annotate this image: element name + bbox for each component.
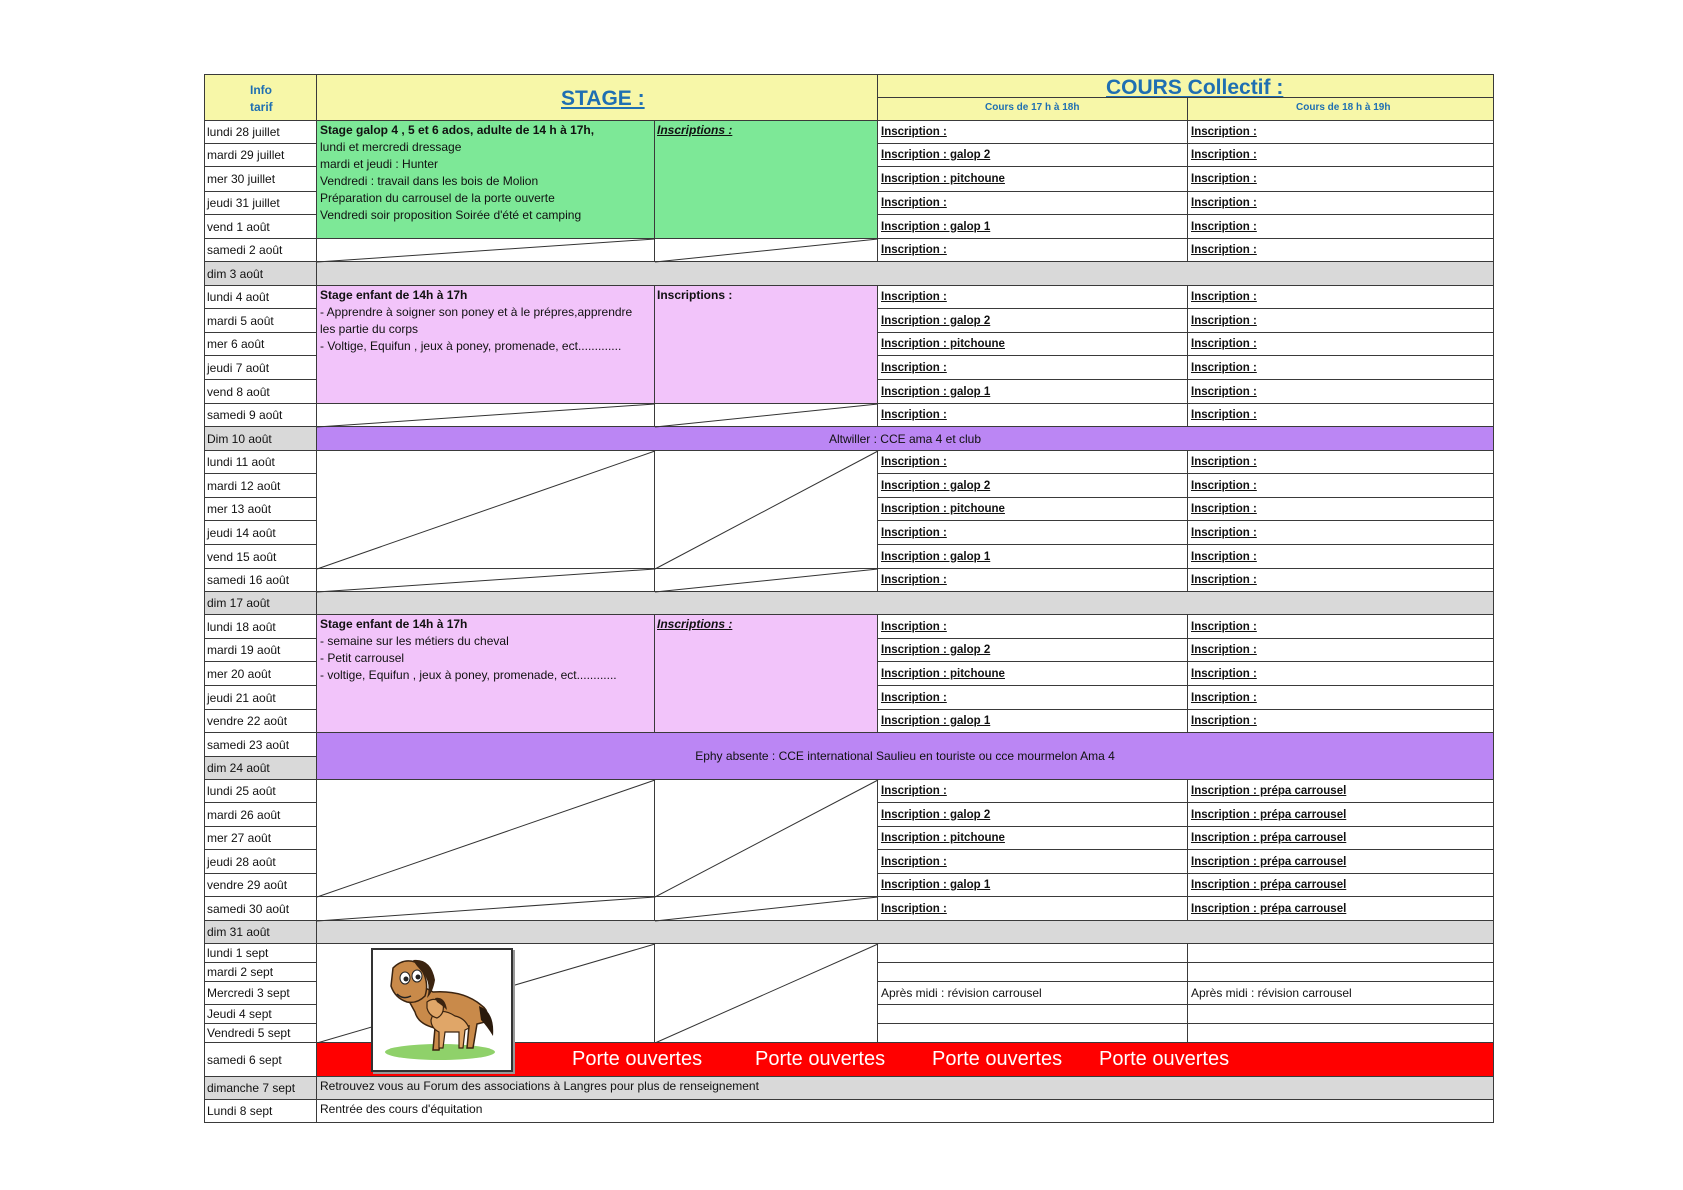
inscription-cell-18h[interactable]: Inscription : prépa carrousel [1188, 897, 1494, 921]
inscription-cell-17h[interactable]: Inscription : galop 1 [878, 215, 1188, 239]
day-label: samedi 6 sept [204, 1043, 317, 1077]
revision-text-col2: Après midi : révision carrousel [1191, 986, 1352, 1000]
day-label: Lundi 8 sept [204, 1100, 317, 1123]
event-ephy-text: Ephy absente : CCE international Saulieu en touriste ou cce mourmelon Ama 4 [695, 749, 1115, 763]
inscription-cell-18h[interactable]: Inscription : [1188, 521, 1494, 545]
revision-text-col1: Après midi : révision carrousel [881, 986, 1042, 1000]
inscription-cell-17h[interactable]: Inscription : [878, 615, 1188, 639]
day-label: jeudi 31 juillet [204, 192, 317, 215]
porte-ouvertes-text: Porte ouvertes [572, 1048, 703, 1070]
stage1-line: Vendredi soir proposition Soirée d'été et camping [320, 208, 582, 222]
stage-title: STAGE : [561, 87, 645, 110]
sept-col1-row [878, 1005, 1188, 1024]
day-label: vend 8 août [204, 380, 317, 404]
day-label: mardi 19 août [204, 639, 317, 662]
day-label: lundi 11 août [204, 451, 317, 474]
day-label: vend 1 août [204, 215, 317, 239]
stage2-line: les partie du corps [320, 322, 419, 336]
sept-col1-row [878, 963, 1188, 982]
day-label: dimanche 7 sept [204, 1077, 317, 1100]
stage1-line: mardi et jeudi : Hunter [320, 157, 439, 171]
day-label: lundi 25 août [204, 780, 317, 803]
day-label: jeudi 21 août [204, 686, 317, 710]
info-tarif-line2: tarif [250, 100, 273, 114]
stage1-line: lundi et mercredi dressage [320, 140, 462, 154]
inscription-cell-18h[interactable]: Inscription : [1188, 215, 1494, 239]
stage1-inscriptions[interactable]: Inscriptions : [657, 123, 733, 137]
day-label: samedi 9 août [204, 404, 317, 427]
porte-ouvertes-text: Porte ouvertes [932, 1048, 1063, 1070]
inscription-cell-17h[interactable]: Inscription : galop 2 [878, 474, 1188, 498]
sept-col1-row [878, 944, 1188, 963]
porte-ouvertes-text: Porte ouvertes [1099, 1048, 1230, 1070]
stage3-title: Stage enfant de 14h à 17h [320, 617, 468, 631]
day-label: Vendredi 5 sept [204, 1024, 317, 1043]
inscription-cell-18h[interactable]: Inscription : [1188, 545, 1494, 569]
inscription-cell-17h[interactable]: Inscription : [878, 569, 1188, 592]
day-label: dim 31 août [204, 921, 317, 944]
day-label: lundi 28 juillet [204, 121, 317, 144]
inscription-cell-18h[interactable]: Inscription : [1188, 380, 1494, 404]
inscription-cell-18h[interactable]: Inscription : [1188, 333, 1494, 356]
day-label: mardi 29 juillet [204, 144, 317, 167]
inscription-cell-17h[interactable]: Inscription : [878, 356, 1188, 380]
stage3-line: - voltige, Equifun , jeux à poney, promenade, ect............ [320, 668, 617, 682]
sheet-left-border [204, 74, 205, 1123]
inscription-cell-17h[interactable]: Inscription : [878, 121, 1188, 144]
stage3-line: - semaine sur les métiers du cheval [320, 634, 509, 648]
stage2-title: Stage enfant de 14h à 17h [320, 288, 468, 302]
inscription-cell-18h[interactable]: Inscription : prépa carrousel [1188, 803, 1494, 827]
calendar-sheet [204, 74, 1494, 1124]
inscription-cell-17h[interactable]: Inscription : [878, 286, 1188, 309]
inscription-cell-18h[interactable]: Inscription : [1188, 474, 1494, 498]
sept-col2-row [1188, 944, 1494, 963]
day-label: mardi 2 sept [204, 963, 317, 982]
cours-title: COURS Collectif : [1106, 76, 1284, 98]
stage2-line: - Voltige, Equifun , jeux à poney, promenade, ect............. [320, 339, 622, 353]
inscription-cell-17h[interactable]: Inscription : galop 1 [878, 380, 1188, 404]
inscription-cell-17h[interactable]: Inscription : [878, 451, 1188, 474]
day-label: jeudi 14 août [204, 521, 317, 545]
day-label: mer 13 août [204, 498, 317, 521]
rentree-text: Rentrée des cours d'équitation [320, 1102, 483, 1116]
inscription-cell-17h[interactable]: Inscription : [878, 850, 1188, 874]
inscription-cell-18h[interactable]: Inscription : [1188, 686, 1494, 710]
inscription-cell-18h[interactable]: Inscription : [1188, 615, 1494, 639]
inscription-cell-17h[interactable]: Inscription : galop 2 [878, 144, 1188, 167]
inscription-cell-17h[interactable]: Inscription : pitchoune [878, 662, 1188, 686]
inscription-cell-17h[interactable]: Inscription : [878, 404, 1188, 427]
inscription-cell-18h[interactable]: Inscription : prépa carrousel [1188, 874, 1494, 897]
inscription-cell-17h[interactable]: Inscription : pitchoune [878, 333, 1188, 356]
inscription-cell-17h[interactable]: Inscription : [878, 897, 1188, 921]
inscription-cell-18h[interactable]: Inscription : [1188, 167, 1494, 192]
inscription-cell-18h[interactable]: Inscription : [1188, 639, 1494, 662]
sept-col1-row [878, 1024, 1188, 1043]
sept-col2-row [1188, 982, 1494, 1005]
inscription-cell-17h[interactable]: Inscription : pitchoune [878, 827, 1188, 850]
day-label: lundi 4 août [204, 286, 317, 309]
sept-col2-row [1188, 963, 1494, 982]
day-label: jeudi 7 août [204, 356, 317, 380]
stage3-inscriptions[interactable]: Inscriptions : [657, 617, 733, 631]
day-label: samedi 16 août [204, 569, 317, 592]
rentree-row [317, 1100, 1494, 1123]
inscription-cell-17h[interactable]: Inscription : galop 2 [878, 309, 1188, 333]
horse-illustration-icon [371, 948, 513, 1072]
day-label: samedi 23 août [204, 733, 317, 757]
inscription-cell-17h[interactable]: Inscription : [878, 192, 1188, 215]
inscription-cell-17h[interactable]: Inscription : galop 2 [878, 639, 1188, 662]
event-altwiller-text: Altwiller : CCE ama 4 et club [828, 431, 982, 446]
day-label: jeudi 28 août [204, 850, 317, 874]
stage2-inscriptions[interactable]: Inscriptions : [657, 288, 733, 302]
day-label: Mercredi 3 sept [204, 982, 317, 1005]
day-label: lundi 1 sept [204, 944, 317, 963]
inscription-cell-17h[interactable]: Inscription : [878, 686, 1188, 710]
inscription-cell-18h[interactable]: Inscription : [1188, 569, 1494, 592]
day-label: dim 24 août [204, 757, 317, 780]
inscription-cell-17h[interactable]: Inscription : [878, 521, 1188, 545]
inscription-cell-18h[interactable]: Inscription : [1188, 356, 1494, 380]
inscription-cell-18h[interactable]: Inscription : [1188, 451, 1494, 474]
inscription-cell-18h[interactable]: Inscription : prépa carrousel [1188, 827, 1494, 850]
sept-col2-row [1188, 1024, 1494, 1043]
sept-col1-row [878, 982, 1188, 1005]
inscription-cell-17h[interactable]: Inscription : [878, 780, 1188, 803]
stage2-line: - Apprendre à soigner son poney et à le prépres,apprendre [320, 305, 633, 319]
inscription-cell-18h[interactable]: Inscription : [1188, 404, 1494, 427]
info-tarif-line1: Info [250, 83, 272, 97]
inscription-cell-17h[interactable]: Inscription : [878, 239, 1188, 262]
stage1-line: Préparation du carrousel de la porte ouverte [320, 191, 555, 205]
day-label: lundi 18 août [204, 615, 317, 639]
stage1-title: Stage galop 4 , 5 et 6 ados, adulte de 14 h à 17h, [320, 123, 595, 137]
day-label: samedi 30 août [204, 897, 317, 921]
day-label: mer 30 juillet [204, 167, 317, 192]
inscription-cell-18h[interactable]: Inscription : [1188, 498, 1494, 521]
cours-col1-label: Cours de 17 h à 18h [985, 102, 1080, 113]
day-label: dim 3 août [204, 262, 317, 286]
inscription-cell-17h[interactable]: Inscription : galop 1 [878, 545, 1188, 569]
inscription-cell-18h[interactable]: Inscription : [1188, 710, 1494, 733]
inscription-cell-18h[interactable]: Inscription : prépa carrousel [1188, 850, 1494, 874]
sept-col2-row [1188, 1005, 1494, 1024]
inscription-cell-17h[interactable]: Inscription : galop 1 [878, 710, 1188, 733]
day-label: Jeudi 4 sept [204, 1005, 317, 1024]
inscription-cell-17h[interactable]: Inscription : pitchoune [878, 167, 1188, 192]
stage1-line: Vendredi : travail dans les bois de Molion [320, 174, 539, 188]
inscription-cell-18h[interactable]: Inscription : [1188, 239, 1494, 262]
inscription-cell-18h[interactable]: Inscription : [1188, 144, 1494, 167]
inscription-cell-18h[interactable]: Inscription : [1188, 286, 1494, 309]
day-label: Dim 10 août [204, 427, 317, 451]
inscription-cell-18h[interactable]: Inscription : [1188, 662, 1494, 686]
inscription-cell-17h[interactable]: Inscription : galop 2 [878, 803, 1188, 827]
day-label: mardi 5 août [204, 309, 317, 333]
day-label: samedi 2 août [204, 239, 317, 262]
day-label: mardi 26 août [204, 803, 317, 827]
day-label: mer 6 août [204, 333, 317, 356]
day-label: vendre 29 août [204, 874, 317, 897]
cours-col2-label: Cours de 18 h à 19h [1296, 102, 1391, 113]
day-label: mer 20 août [204, 662, 317, 686]
day-label: vend 15 août [204, 545, 317, 569]
day-label: dim 17 août [204, 592, 317, 615]
inscription-cell-18h[interactable]: Inscription : [1188, 192, 1494, 215]
porte-ouvertes-text: Porte ouvertes [755, 1048, 886, 1070]
inscription-cell-18h[interactable]: Inscription : prépa carrousel [1188, 780, 1494, 803]
forum-row [317, 1077, 1494, 1100]
day-label: mer 27 août [204, 827, 317, 850]
forum-text: Retrouvez vous au Forum des associations à Langres pour plus de renseignement [320, 1079, 759, 1093]
stage3-line: - Petit carrousel [320, 651, 405, 665]
inscription-cell-17h[interactable]: Inscription : pitchoune [878, 498, 1188, 521]
day-label: vendre 22 août [204, 710, 317, 733]
inscription-cell-18h[interactable]: Inscription : [1188, 309, 1494, 333]
day-label: mardi 12 août [204, 474, 317, 498]
inscription-cell-17h[interactable]: Inscription : galop 1 [878, 874, 1188, 897]
inscription-cell-18h[interactable]: Inscription : [1188, 121, 1494, 144]
